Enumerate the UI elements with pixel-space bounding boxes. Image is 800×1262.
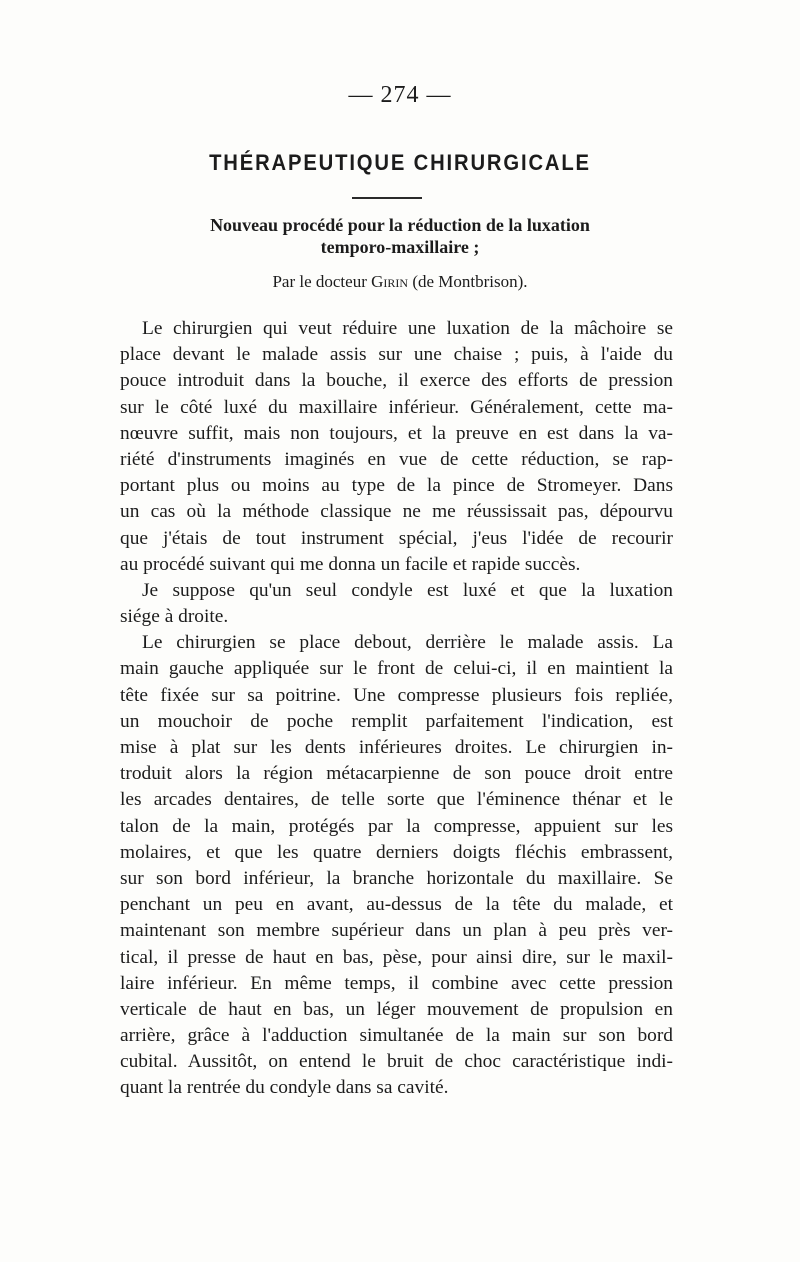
text-line: troduit alors la région métacarpienne de son pouce droit entre bbox=[120, 763, 673, 785]
text-line: pouce introduit dans la bouche, il exerce des efforts de pression bbox=[120, 370, 673, 392]
text-line: cubital. Aussitôt, on entend le bruit de choc caractéristique indi- bbox=[120, 1051, 673, 1073]
page-number: — 274 — bbox=[348, 82, 452, 108]
article-title-line-2: temporo-maxillaire ; bbox=[320, 237, 480, 257]
byline-prefix: Par le docteur bbox=[272, 272, 372, 291]
text-line: un cas où la méthode classique ne me réussissait pas, dépourvu bbox=[120, 501, 673, 523]
text-line: main gauche appliquée sur le front de celui-ci, il en maintient la bbox=[120, 658, 673, 680]
text-line: sur le côté luxé du maxillaire inférieur. Généralement, cette ma- bbox=[120, 396, 673, 418]
heading-rule bbox=[352, 197, 422, 199]
text-line: au procédé suivant qui me donna un facile et rapide succès. bbox=[120, 553, 581, 575]
text-line: place devant le malade assis sur une chaise ; puis, à l'aide du bbox=[120, 344, 673, 366]
text-line: que j'étais de tout instrument spécial, j'eus l'idée de recourir bbox=[120, 527, 673, 549]
text-line: riété d'instruments imaginés en vue de cette réduction, se rap- bbox=[120, 448, 673, 470]
article-title-line-1: Nouveau procédé pour la réduction de la luxation bbox=[210, 215, 590, 235]
text-line: tête fixée sur sa poitrine. Une compresse plusieurs fois repliée, bbox=[120, 684, 673, 706]
byline-author: Girin bbox=[371, 272, 409, 291]
text-line: siége à droite. bbox=[120, 606, 229, 628]
text-line: Le chirurgien qui veut réduire une luxation de la mâchoire se bbox=[142, 318, 673, 339]
text-line: laire inférieur. En même temps, il combine avec cette pression bbox=[120, 972, 673, 994]
article-body bbox=[120, 316, 673, 1102]
text-line: quant la rentrée du condyle dans sa cavité. bbox=[120, 1077, 449, 1099]
text-line: un mouchoir de poche remplit parfaitement l'indication, est bbox=[120, 710, 673, 732]
text-line: nœuvre suffit, mais non toujours, et la preuve en est dans la va- bbox=[120, 422, 673, 444]
byline bbox=[0, 272, 800, 292]
text-line: penchant un peu en avant, au-dessus de la tête du malade, et bbox=[120, 894, 673, 916]
text-line: arrière, grâce à l'adduction simultanée de la main sur son bord bbox=[120, 1025, 673, 1047]
text-line: sur son bord inférieur, la branche horizontale du maxillaire. Se bbox=[120, 867, 673, 889]
text-line: les arcades dentaires, de telle sorte que l'éminence thénar et le bbox=[120, 789, 673, 811]
text-line: maintenant son membre supérieur dans un plan à peu près ver- bbox=[120, 920, 673, 942]
text-line: verticale de haut en bas, un léger mouvement de propulsion en bbox=[120, 998, 673, 1020]
section-heading: THÉRAPEUTIQUE CHIRURGICALE bbox=[209, 150, 591, 175]
byline-suffix: (de Montbrison). bbox=[408, 272, 528, 291]
text-line: portant plus ou moins au type de la pince de Stromeyer. Dans bbox=[120, 475, 673, 497]
text-line: Le chirurgien se place debout, derrière le malade assis. La bbox=[142, 632, 673, 654]
text-line: Je suppose qu'un seul condyle est luxé et que la luxation bbox=[142, 579, 673, 601]
text-line: mise à plat sur les dents inférieures droites. Le chirurgien in- bbox=[120, 737, 673, 758]
text-line: tical, il presse de haut en bas, pèse, pour ainsi dire, sur le maxil- bbox=[120, 946, 673, 968]
article-title bbox=[120, 214, 680, 258]
text-line: molaires, et que les quatre derniers doigts fléchis embrassent, bbox=[120, 841, 673, 863]
text-line: talon de la main, protégés par la compresse, appuient sur les bbox=[120, 815, 673, 837]
